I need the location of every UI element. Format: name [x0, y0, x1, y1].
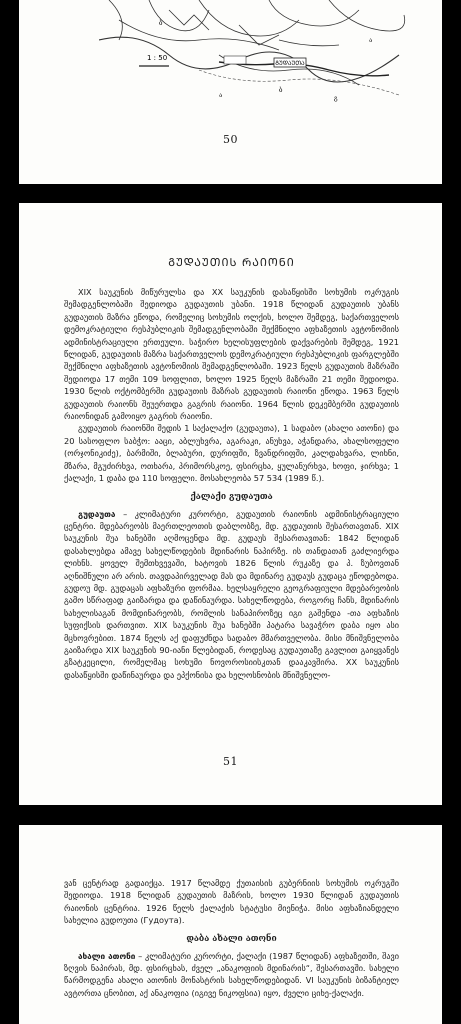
map-letter-2: ბ	[279, 87, 283, 94]
map-letter-4: ა	[369, 37, 373, 44]
subsection-title: დაბა ახალი ათონი	[186, 933, 277, 944]
entry-term: ახალი ათონი	[78, 950, 136, 961]
entry-paragraph	[64, 508, 399, 682]
page-content	[64, 877, 399, 999]
entry-text: – კლიმატური კურორტი, გუდაუთის რაიონის ადმინისტრაციული ცენტრი. მდებარეობს მაერთლეოთის დაბლობზე, მდ. გუდაუთის შესართავთან. XIX საუკუნის შუა ხანებში აღმოცენდა მდ. გუდაუს შესართავთან: 1842 წლიდან დასახლებდა ამავე სახელწოდების მდინარის ნაპირზე. ის თანდათან გაძლიერდა ლიხნს. ყოველ შემთხვევაში, ხატოვის 1826 წლის რუკაზე და პ. ზუბოვთან აღნიშნული არ არის. თავდაპირველად მას და მდინარე გუდაუს გუდაცა ეწოდებოდა. გუდოუ მდ. გუდაცას აფხაზური ფორმაა. ხელსაყრელი გეოგრაფიული მდებარეობის გამო სწრაფად გაიზარდა და დაწინაურდა. სახელწოდება, როგორც ჩანს, მდინარის სახელისაგან მომდინარეობს, რომლის სანაპიროზეც იგი გაშენდა -თა აფხაზის სუფიქსის დართვით. XIX საუკუნის შუა ხანებში პატარა სავაჭრო დაბა იყო ასი მცხოვრებით. 1874 წელს აქ დაფუძნდა სადაბო მმართველობა. მისი მნიშვნელობა გაიზარდა XIX საუკუნის 90-იანი წლებიდან, როდესაც გუდაუთაზე გავლით გაიყვანეს გზატკეცილი, რომელმაც სოხუმი ნოვოროსიისკთან დააკავშირა. XX საუკუნის დასაწყისში დაწინაურდა და ეპქონისა და ხელოსნობის მნიშვნელო-	[64, 508, 399, 680]
entry-text: – კლიმატური კურორტი, ქალაქი (1987 წლიდან) აფხაზეთში, შავი ზღვის ნაპირას, მდ. ფსირცხას, ძველ „ანაკოფიის მდინარის“, შესართავში. სახელი წარმოდგენა ახალი ათონის მონასტრის სახელწოდებიდან. VI საუკუნის ბიზანტიელ ავტორთა ცნობით, აქ ანაკოფია (იგივე ნიკოფსია) იყო, ძველი ციხე-ქალაქი.	[64, 950, 399, 998]
subsection-title: ქალაქი გუდაუთა	[190, 491, 273, 502]
page-number: 50	[223, 133, 238, 146]
entry-paragraph	[64, 950, 399, 1000]
paragraph: გუდაუთის რაიონში შედის 1 საქალაქო (გუდაუთა), 1 სადაბო (ახალი ათონი) და 20 სასოფლო საბჭო: ააცი, აბლუხვრა, აგარაკი, ანუხვა, აჭანდარა, ახალსოფელი (ორჯონიკიძე), ბარმიში, ბლაბური, დურიფში, ზვანდრიფში, კალდახვარა, ლიხნი, მზარა, მგუძირხვა, ოთხარა, პრიმორსკოე, ფსირცხა, ყულანურხვა, ხოფი, ჯირხვა; 1 ქალაქი, 1 დაბა და 110 სოფელი. მოსახლეობა 57 534 (1989 წ.).	[64, 423, 399, 484]
map-figure	[99, 0, 409, 110]
page-52	[19, 825, 442, 1024]
map-letter-5: ბ	[159, 20, 163, 27]
map-letter-1: ა	[219, 92, 223, 99]
paragraph: ვან ცენტრად გადაიქცა. 1917 წლამდე ქუთაისის გუბერნიის სოხუმის ოკრუგში შედიოდა. 1918 წლიდან გუდაუთის მაზრის, ხოლო 1930 წლიდან გუდაუთის რაიონის ცენტრია. 1926 წელს ქალაქის სტატუსი მიენიჭა. მისი აფხაზიანდელი სახელია გუდოუთა (Гудоута).	[64, 878, 399, 926]
paragraph: XIX საუკუნის მიწურულსა და XX საუკუნის დასაწყისში სოხუმის ოკრუგის შემადგენლობაში შედიოდა გუდაუთის უბანი. 1918 წლიდან გუდაუთის უბანს გუდაუთის მაზრა ეწოდა, რომელიც სოხუმის ოლქის, ხოლო შემდეგ, საქართველოს დემოკრატიული რესპუბლიკის შემადგენლობაში შექმნილი აფხაზეთის ავტონომიის ადმინისტრაციული ერთეული. საჭირო ხელისუფლების დაქვარების შემდეგ, 1921 წლიდან, გუდაუთის მაზრა საქართველოს დემოკრატიული რესპუბლიკის ფარგლებში შექმნილი აფხაზეთის ავტონომიის შემადგენლობაში. 1923 წელს გუდაუთის მაზრაში შედიოდა 17 თემი 109 სოფლით, ხოლო 1925 წელს მაზრაში 21 თემი შედიოდა. 1930 წლის ოქტომბერში გუდაუთის მაზრას გუდაუთის რაიონი ეწოდა. 1963 წელს გუდაუთის რაიონს შეუერთდა გაგრის რაიონი. 1964 წლის დეკემბერში გუდაუთის რაიონიდან გამოიყო გაგრის რაიონი.	[64, 287, 399, 422]
page-content	[64, 255, 399, 681]
section-title: ᲒᲣᲓᲐᲣᲗᲘᲡ ᲠᲐᲘᲝᲜᲘ	[168, 256, 295, 269]
map-scale-label: 1 : 50	[147, 54, 168, 62]
page-number: 51	[223, 755, 238, 768]
entry-term: გუდაუთა	[78, 508, 116, 519]
map-letter-3: გ	[334, 95, 338, 102]
page-51	[19, 203, 442, 805]
map-city-label: ᲒᲣᲓᲐᲣᲗᲐ	[275, 60, 305, 67]
page-50	[19, 0, 442, 184]
